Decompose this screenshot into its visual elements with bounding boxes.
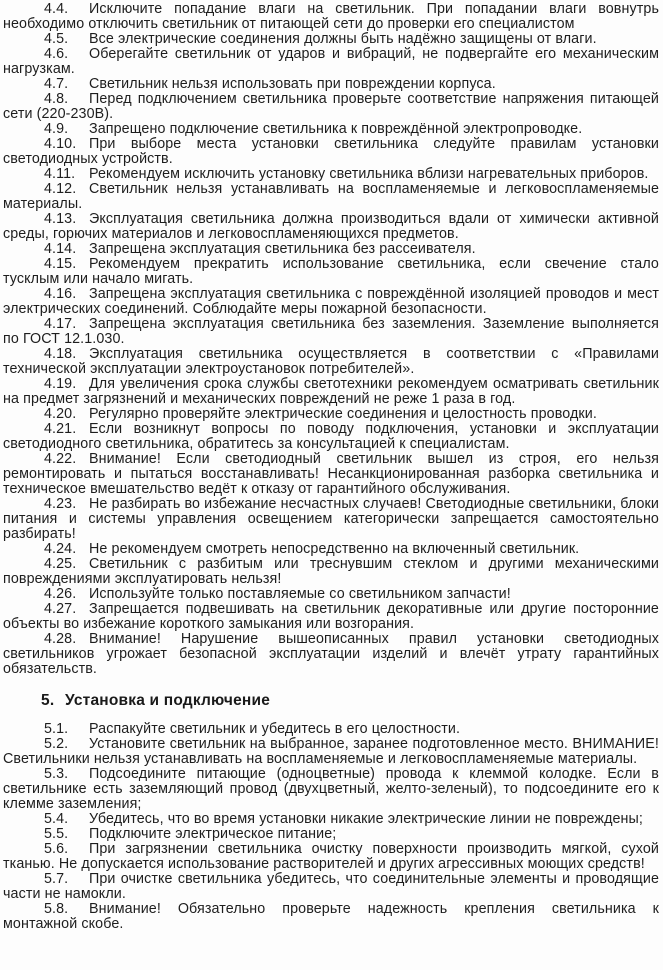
item-number: 4.19. [44, 376, 77, 392]
item-number: 5.8. [44, 901, 69, 917]
item-text: Оберегайте светильник от ударов и вибраций, не подвергайте его механическим нагрузкам. [3, 46, 659, 77]
item-text: Запрещена эксплуатация светильника без рассеивателя. [89, 241, 476, 257]
item-text: Если возникнут вопросы по поводу подключения, установки и эксплуатации светодиодного светильника, обратитесь за консультацией к специалистам. [3, 421, 659, 452]
item-5-3 [3, 767, 659, 812]
item-number: 4.14. [44, 241, 77, 257]
item-number: 4.4. [44, 1, 69, 17]
item-number: 4.15. [44, 256, 77, 272]
item-number: 5.6. [44, 841, 69, 857]
item-text: Подключите электрическое питание; [89, 826, 337, 842]
item-text: Запрещена эксплуатация светильника с повреждённой изоляцией проводов и мест электрических соединений. Соблюдайте меры пожарной безопасности. [3, 286, 659, 317]
item-number: 5.7. [44, 871, 69, 887]
item-number: 4.6. [44, 46, 69, 62]
item-number: 5.3. [44, 766, 69, 782]
item-number: 4.22. [44, 451, 77, 467]
item-text: Не разбирать во избежание несчастных случаев! Светодиодные светильники, блоки питания и системы управления освещением категорически запрещается самостоятельно разбирать! [3, 496, 659, 542]
section-title: Установка и подключение [65, 692, 271, 709]
item-number: 4.16. [44, 286, 77, 302]
item-number: 5.1. [44, 721, 69, 737]
item-4-12 [3, 182, 659, 212]
item-4-28 [3, 632, 659, 677]
item-4-5 [3, 32, 659, 47]
item-text: Распакуйте светильник и убедитесь в его целостности. [89, 721, 461, 737]
item-text: Убедитесь, что во время установки никакие электрические линии не повреждены; [89, 811, 644, 827]
item-4-10 [3, 137, 659, 167]
item-4-4 [3, 2, 659, 32]
item-text: Светильник нельзя использовать при повреждении корпуса. [89, 76, 496, 92]
item-number: 4.26. [44, 586, 77, 602]
item-number: 4.17. [44, 316, 77, 332]
item-text: Внимание! Если светодиодный светильник вышел из строя, его нельзя ремонтировать и пытаться восстанавливать! Несанкционированная разборка светильника и техническое вмешательство ведёт к отказу от гарантийного обслуживания. [3, 451, 659, 497]
item-number: 4.27. [44, 601, 77, 617]
item-number: 5.2. [44, 736, 69, 752]
item-5-7 [3, 872, 659, 902]
item-4-6 [3, 47, 659, 77]
item-text: Все электрические соединения должны быть надёжно защищены от влаги. [89, 31, 597, 47]
item-text: Подсоедините питающие (одноцветные) провода к клеммой колодке. Если в светильнике есть заземляющий провод (двухцветный, желто-зеленый), то подсоедините его к клемме заземления; [3, 766, 659, 812]
item-4-22 [3, 452, 659, 497]
item-5-4 [3, 812, 659, 827]
item-4-24 [3, 542, 659, 557]
item-text: Внимание! Нарушение вышеописанных правил установки светодиодных светильников угрожает безопасной эксплуатации изделий и влечёт утрату гарантийных обязательств. [3, 631, 659, 677]
section-5-heading [3, 691, 659, 710]
item-number: 4.20. [44, 406, 77, 422]
item-4-7 [3, 77, 659, 92]
item-text: При выборе места установки светильника следуйте правилам установки светодиодных устройств. [3, 136, 659, 167]
item-text: Рекомендуем прекратить использование светильника, если свечение стало тусклым или начало мигать. [3, 256, 659, 287]
item-5-6 [3, 842, 659, 872]
item-4-11 [3, 167, 659, 182]
item-number: 4.23. [44, 496, 77, 512]
item-text: Светильник с разбитым или треснувшим стеклом и другими механическими повреждениями эксплуатировать нельзя! [3, 556, 659, 587]
item-number: 5.5. [44, 826, 69, 842]
item-text: Эксплуатация светильника осуществляется в соответствии с «Правилами технической эксплуатации электроустановок потребителей». [3, 346, 659, 377]
item-4-23 [3, 497, 659, 542]
item-4-20 [3, 407, 659, 422]
item-4-21 [3, 422, 659, 452]
item-text: Внимание! Обязательно проверьте надежность крепления светильника к монтажной скобе. [3, 901, 659, 932]
item-number: 4.9. [44, 121, 69, 137]
section-5-installation-items [3, 722, 659, 932]
item-text: Запрещено подключение светильника к повреждённой электропроводке. [89, 121, 583, 137]
item-4-19 [3, 377, 659, 407]
item-number: 4.28. [44, 631, 77, 647]
item-text: Рекомендуем исключить установку светильника вблизи нагревательных приборов. [89, 166, 649, 182]
item-text: При очистке светильника убедитесь, что соединительные элементы и проводящие части не намокли. [3, 871, 659, 902]
section-number: 5. [41, 692, 55, 709]
item-text: При загрязнении светильника очистку поверхности производить мягкой, сухой тканью. Не допускается использование растворителей и других агрессивных моющих средств! [3, 841, 659, 872]
item-number: 4.5. [44, 31, 69, 47]
item-5-2 [3, 737, 659, 767]
item-4-13 [3, 212, 659, 242]
section-4-safety-items [3, 2, 659, 677]
item-4-8 [3, 92, 659, 122]
item-number: 4.7. [44, 76, 69, 92]
item-number: 4.21. [44, 421, 77, 437]
item-4-16 [3, 287, 659, 317]
item-number: 4.18. [44, 346, 77, 362]
item-text: Не рекомендуем смотреть непосредственно на включенный светильник. [89, 541, 580, 557]
item-number: 4.10. [44, 136, 77, 152]
item-number: 5.4. [44, 811, 69, 827]
item-text: Запрещается подвешивать на светильник декоративные или другие посторонние объекты во избежание короткого замыкания или возгорания. [3, 601, 659, 632]
item-text: Для увеличения срока службы светотехники рекомендуем осматривать светильник на предмет загрязнений и механических повреждений не реже 1 раза в год. [3, 376, 659, 407]
item-text: Используйте только поставляемые со светильником запчасти! [89, 586, 511, 602]
item-5-5 [3, 827, 659, 842]
item-number: 4.13. [44, 211, 77, 227]
item-text: Светильник нельзя устанавливать на воспламеняемые и легковоспламеняемые материалы. [3, 181, 659, 212]
item-4-25 [3, 557, 659, 587]
item-text: Эксплуатация светильника должна производиться вдали от химически активной среды, горючих материалов и легковоспламеняющихся предметов. [3, 211, 659, 242]
item-5-8 [3, 902, 659, 932]
item-number: 4.11. [44, 166, 76, 182]
item-text: Перед подключением светильника проверьте соответствие напряжения питающей сети (220-230В). [3, 91, 659, 122]
item-number: 4.8. [44, 91, 69, 107]
item-4-17 [3, 317, 659, 347]
item-text: Исключите попадание влаги на светильник. При попадании влаги вовнутрь необходимо отключить светильник от питающей сети до проверки его специалистом [3, 1, 659, 32]
item-5-1 [3, 722, 659, 737]
item-text: Установите светильник на выбранное, заранее подготовленное место. ВНИМАНИЕ! Светильники нельзя устанавливать на воспламеняемые и легковоспламеняемые материалы. [3, 736, 659, 767]
item-4-18 [3, 347, 659, 377]
item-number: 4.12. [44, 181, 77, 197]
item-4-26 [3, 587, 659, 602]
item-text: Запрещена эксплуатация светильника без заземления. Заземление выполняется по ГОСТ 12.1.030. [3, 316, 659, 347]
item-4-14 [3, 242, 659, 257]
item-text: Регулярно проверяйте электрические соединения и целостность проводки. [89, 406, 597, 422]
item-number: 4.24. [44, 541, 77, 557]
item-4-27 [3, 602, 659, 632]
item-4-15 [3, 257, 659, 287]
item-4-9 [3, 122, 659, 137]
item-number: 4.25. [44, 556, 77, 572]
